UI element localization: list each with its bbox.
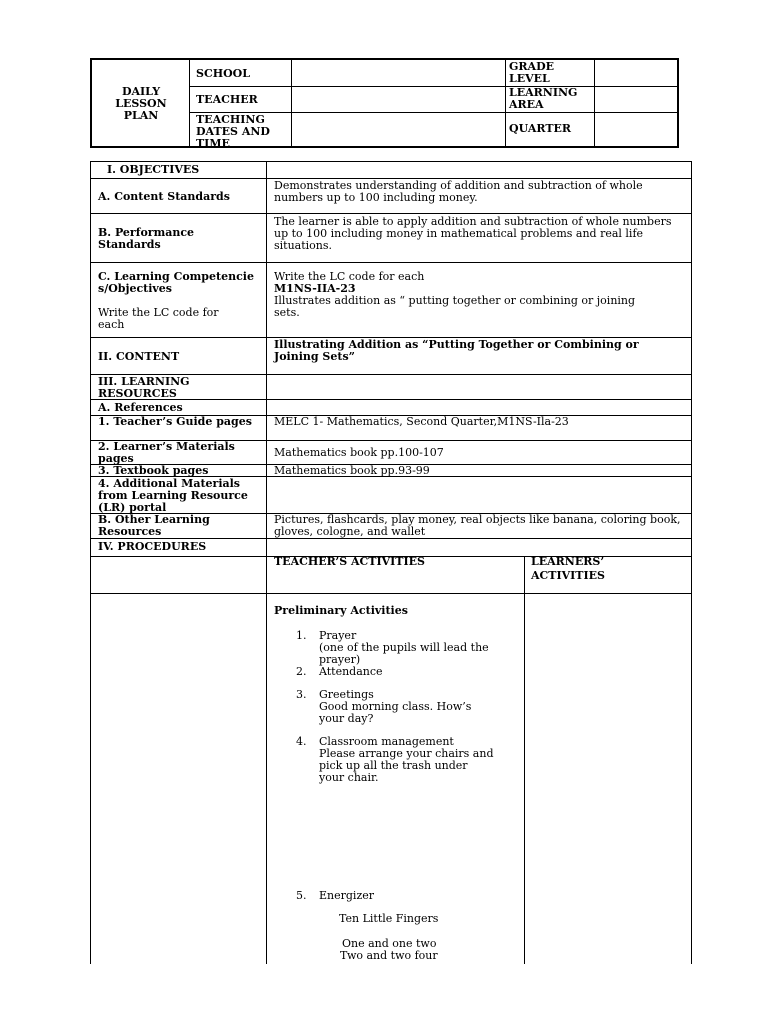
quarter-field[interactable] <box>595 113 679 146</box>
competencies-note: Write the LC code for each <box>98 306 219 331</box>
item-number: 4. <box>296 735 307 748</box>
competency-text: Illustrates addition as “ putting together or combining or joining sets. <box>274 294 636 319</box>
item-greetings-text-2: your day? <box>319 712 374 725</box>
grade-field[interactable] <box>595 60 679 86</box>
other-resources-value: Pictures, flashcards, play money, real objects like banana, coloring book, gloves, cologne, and wallet <box>274 513 681 538</box>
content-value: Illustrating Addition as “Putting Together or Combining or Joining Sets” <box>274 338 639 363</box>
performance-standards-label: B. Performance Standards <box>98 226 195 251</box>
divider <box>189 60 190 146</box>
item-classroom-text: Please arrange your chairs and <box>319 747 494 760</box>
item-prayer-note-2: prayer) <box>319 653 361 666</box>
lesson-plan-table <box>90 161 692 964</box>
item-prayer-note: (one of the pupils will lead the <box>319 641 489 654</box>
item-number: 2. <box>296 665 307 678</box>
resources-heading: III. LEARNING RESOURCES <box>98 375 190 400</box>
competencies-instruction: Write the LC code for each <box>274 270 425 283</box>
area-label: LEARNING AREA <box>509 86 578 111</box>
references-label: A. References <box>98 401 183 414</box>
item-number: 3. <box>296 688 307 701</box>
teacher-field[interactable] <box>292 87 504 112</box>
content-standards-label: A. Content Standards <box>98 190 230 203</box>
teachers-guide-value: MELC 1- Mathematics, Second Quarter,M1NS-Ila-23 <box>274 415 569 428</box>
area-field[interactable] <box>595 87 679 112</box>
learners-activities-header-1: LEARNERS’ <box>531 555 605 568</box>
preliminary-activities-title: Preliminary Activities <box>274 604 408 617</box>
textbook-label: 3. Textbook pages <box>98 464 209 477</box>
item-classroom-management: Classroom management <box>319 735 454 748</box>
performance-standards-value: The learner is able to apply addition and subtraction of whole numbers up to 100 including money in mathematical problems and real life situations. <box>274 215 672 252</box>
content-label: II. CONTENT <box>98 350 180 363</box>
item-prayer: Prayer <box>319 629 357 642</box>
competency-code: M1NS-IIA-23 <box>274 282 356 295</box>
divider <box>505 60 506 146</box>
document-title: DAILY LESSON PLAN <box>115 85 167 122</box>
dates-label: TEACHING DATES AND TIME <box>196 113 270 150</box>
item-number: 1. <box>296 629 307 642</box>
item-energizer: Energizer <box>319 889 375 902</box>
objectives-heading: I. OBJECTIVES <box>107 163 200 176</box>
item-greetings: Greetings <box>319 688 374 701</box>
teachers-guide-label: 1. Teacher’s Guide pages <box>98 415 252 428</box>
divider <box>524 556 525 964</box>
item-number: 5. <box>296 889 307 902</box>
teachers-activities-header: TEACHER’S ACTIVITIES <box>274 555 425 568</box>
item-classroom-text-3: your chair. <box>319 771 379 784</box>
divider <box>91 262 691 263</box>
quarter-label: QUARTER <box>509 122 572 135</box>
textbook-value: Mathematics book pp.93-99 <box>274 464 430 477</box>
dates-field[interactable] <box>292 113 504 146</box>
divider <box>266 162 267 964</box>
content-standards-value: Demonstrates understanding of addition and subtraction of whole numbers up to 100 including money. <box>274 179 643 204</box>
item-classroom-text-2: pick up all the trash under <box>319 759 468 772</box>
learners-materials-value: Mathematics book pp.100-107 <box>274 446 444 459</box>
school-label: SCHOOL <box>196 67 250 80</box>
other-resources-label: B. Other Learning Resources <box>98 513 210 538</box>
competencies-label: C. Learning Competencies/Objectives <box>98 270 254 295</box>
grade-label: GRADE LEVEL <box>509 60 554 85</box>
learners-activities-header-2: ACTIVITIES <box>531 569 605 582</box>
divider <box>91 593 691 594</box>
divider <box>91 213 691 214</box>
additional-materials-label: 4. Additional Materials from Learning Resource (LR) portal <box>98 477 248 514</box>
song-line: Two and two four <box>340 949 438 962</box>
item-greetings-text: Good morning class. How’s <box>319 700 472 713</box>
teacher-label: TEACHER <box>196 93 258 106</box>
divider <box>91 538 691 539</box>
header-table <box>90 58 679 148</box>
school-field[interactable] <box>292 60 504 86</box>
procedures-heading: IV. PROCEDURES <box>98 540 207 553</box>
item-attendance: Attendance <box>319 665 383 678</box>
song-line: One and one two <box>342 937 437 950</box>
song-title: Ten Little Fingers <box>339 912 439 925</box>
learners-materials-label: 2. Learner’s Materials pages <box>98 440 235 465</box>
